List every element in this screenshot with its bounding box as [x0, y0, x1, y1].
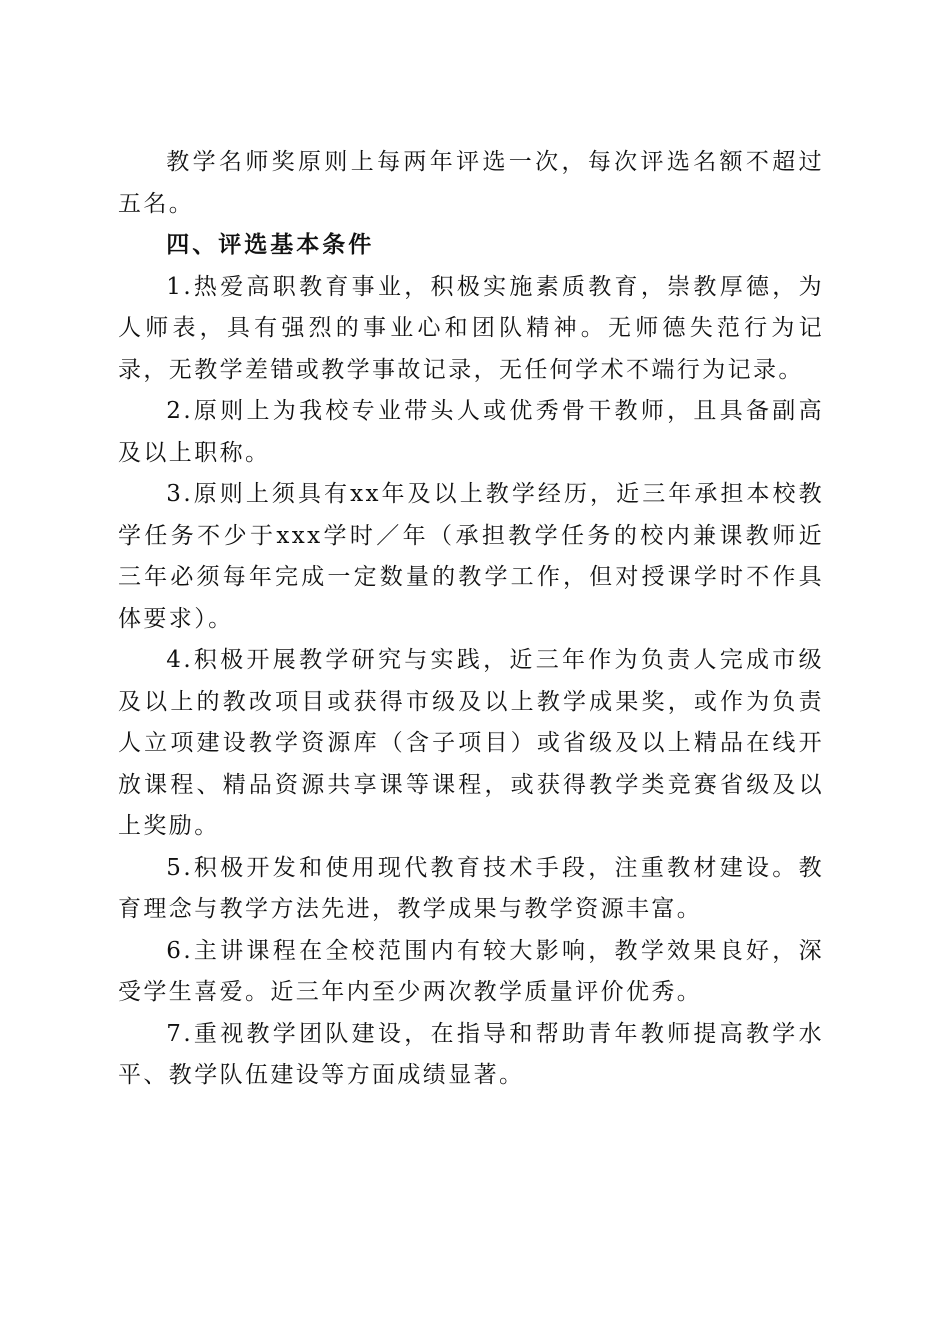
condition-4: 4.积极开展教学研究与实践，近三年作为负责人完成市级及以上的教改项目或获得市级及以上教学成果奖，或作为负责人立项建设教学资源库（含子项目）或省级及以上精品在线开放课程、精品资源共享课等课程，或获得教学类竞赛省级及以上奖励。	[118, 647, 824, 839]
section-heading: 四、评选基本条件	[166, 232, 375, 258]
document-body	[118, 142, 824, 1097]
condition-6: 6.主讲课程在全校范围内有较大影响，教学效果良好，深受学生喜爱。近三年内至少两次教学质量评价优秀。	[118, 937, 824, 1005]
condition-5: 5.积极开发和使用现代教育技术手段，注重教材建设。教育理念与教学方法先进，教学成果与教学资源丰富。	[118, 854, 824, 922]
intro-paragraph: 教学名师奖原则上每两年评选一次，每次评选名额不超过五名。	[118, 149, 824, 217]
condition-2: 2.原则上为我校专业带头人或优秀骨干教师，且具备副高及以上职称。	[118, 398, 824, 466]
condition-7: 7.重视教学团队建设，在指导和帮助青年教师提高教学水平、教学队伍建设等方面成绩显著。	[118, 1020, 824, 1088]
condition-1: 1.热爱高职教育事业，积极实施素质教育，崇教厚德，为人师表，具有强烈的事业心和团队精神。无师德失范行为记录，无教学差错或教学事故记录，无任何学术不端行为记录。	[118, 273, 824, 383]
condition-3: 3.原则上须具有xx年及以上教学经历，近三年承担本校教学任务不少于xxx学时／年（承担教学任务的校内兼课教师近三年必须每年完成一定数量的教学工作，但对授课学时不作具体要求）。	[118, 481, 824, 632]
